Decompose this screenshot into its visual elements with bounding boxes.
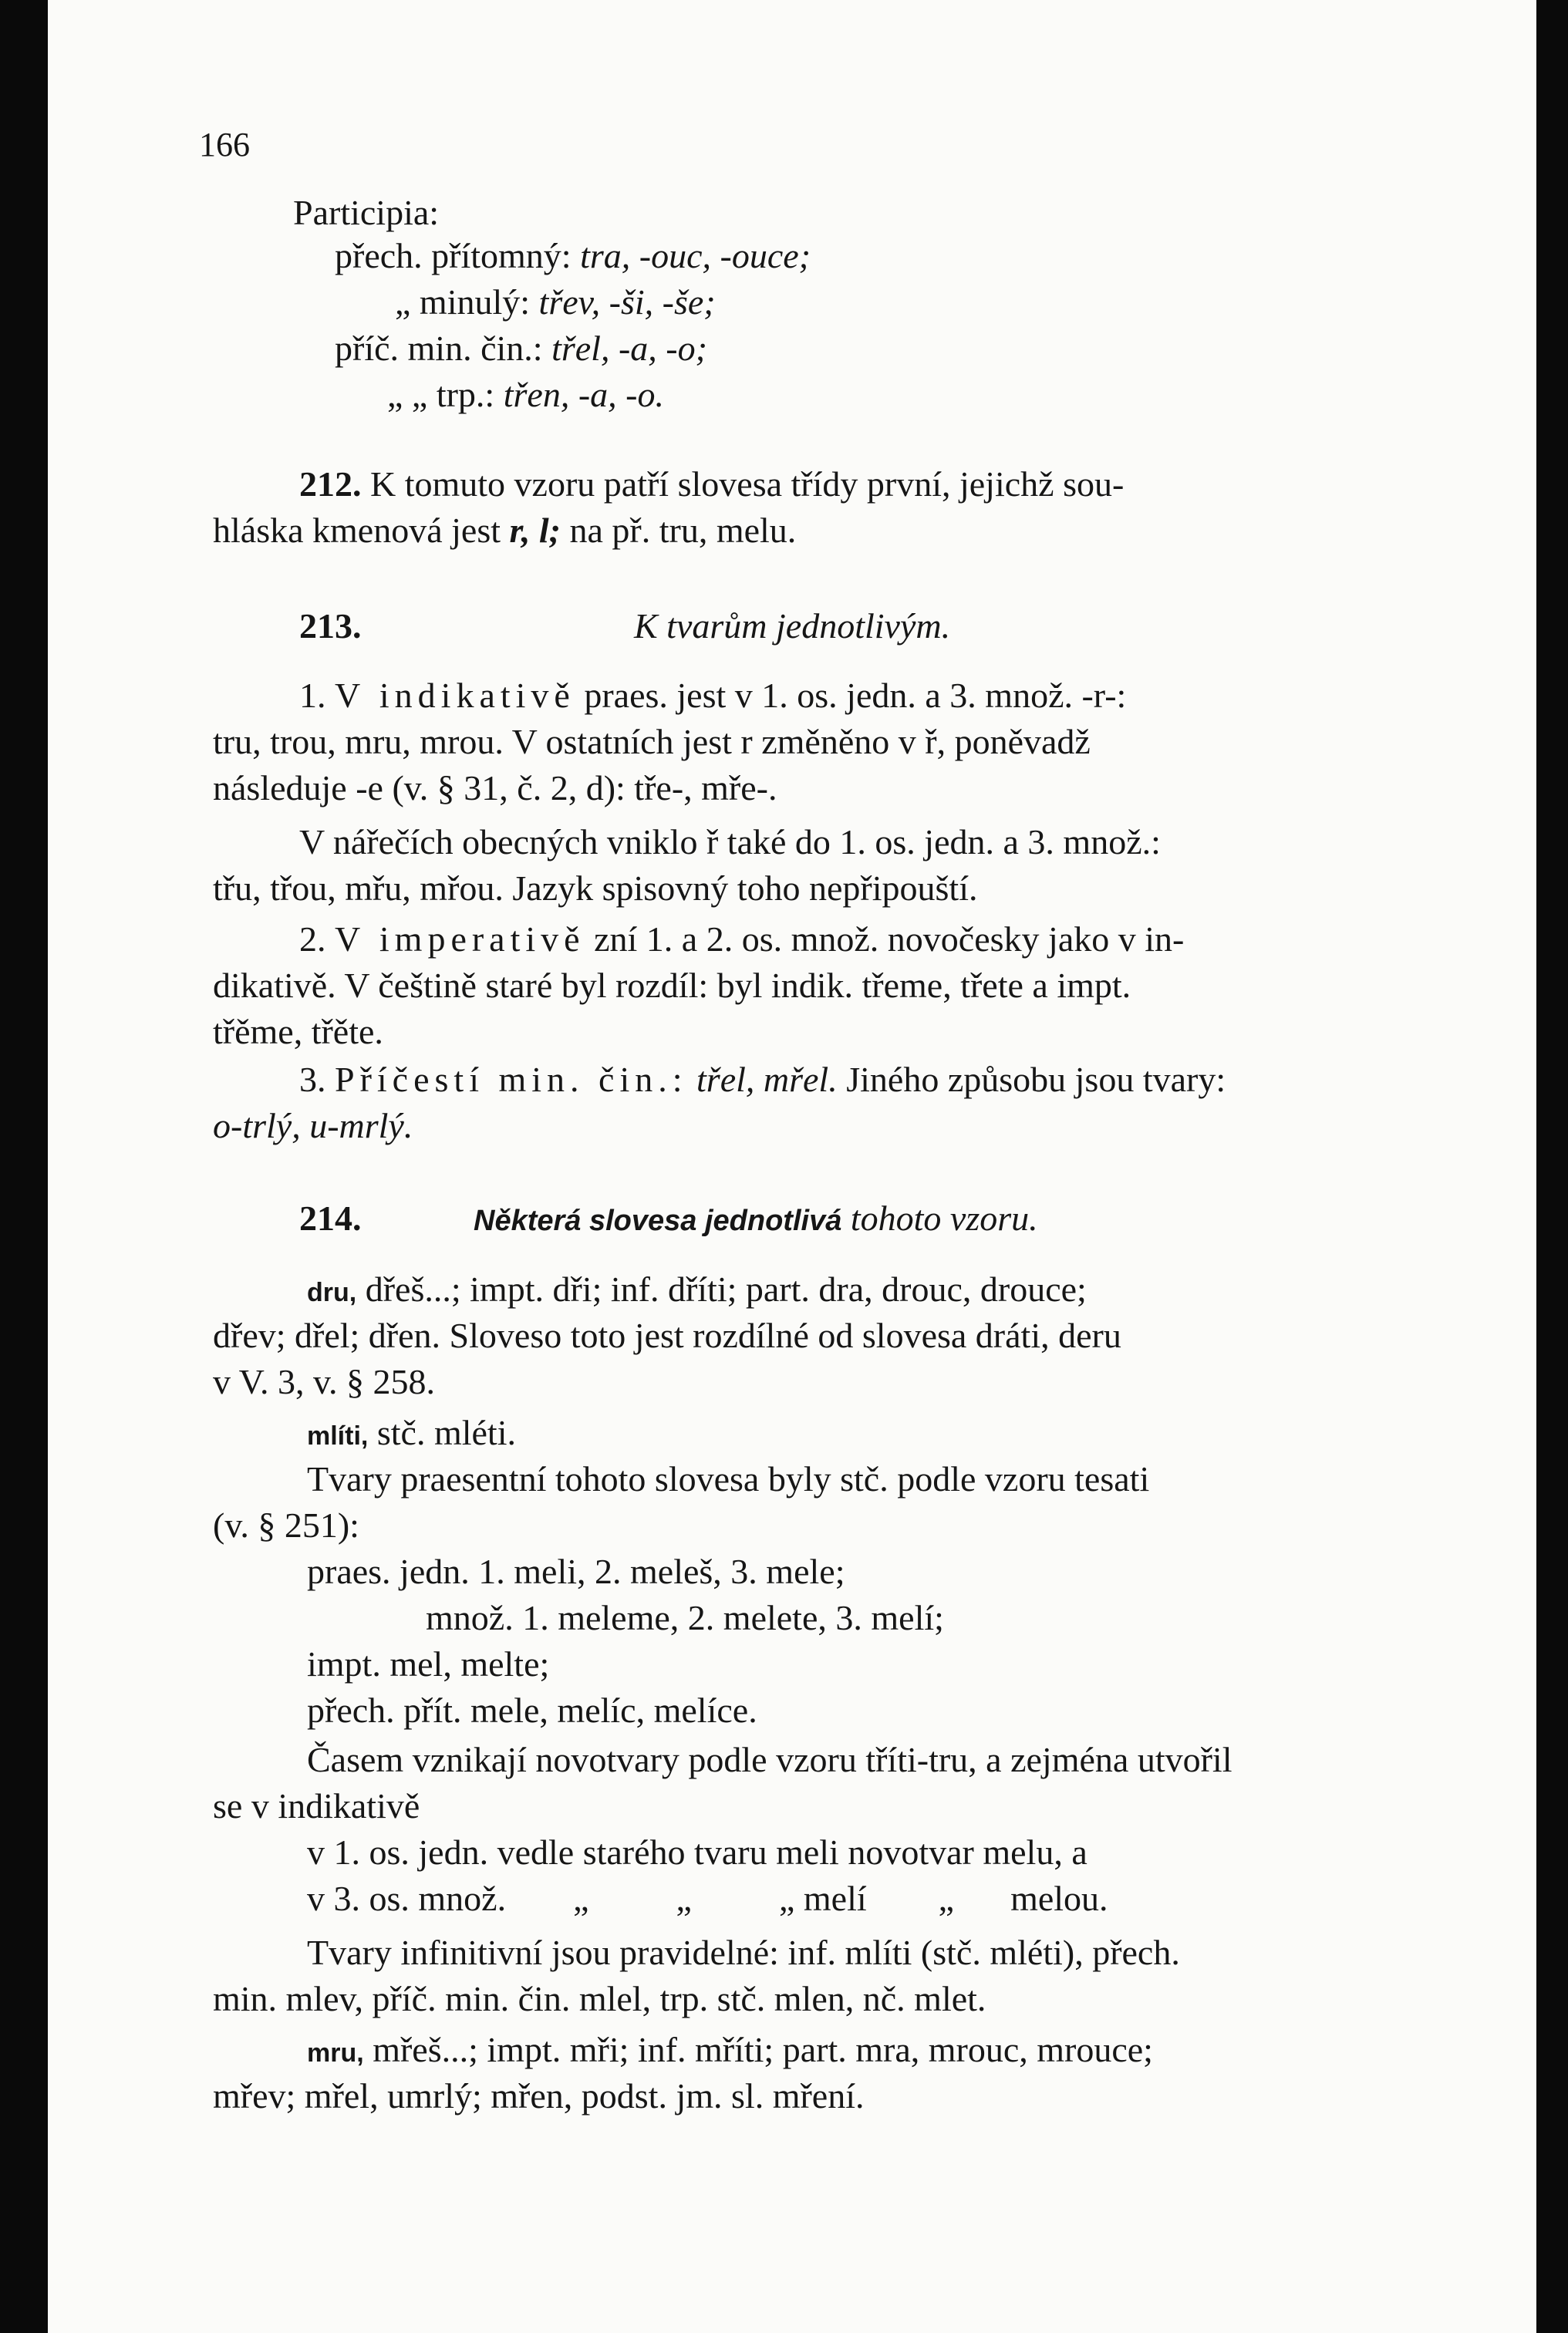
participia-label: příč. min. čin.: — [335, 329, 543, 368]
participia-row-4 — [387, 373, 664, 416]
section-213-heading: K tvarům jednotlivým. — [634, 606, 951, 646]
text: V imperativě — [335, 919, 585, 959]
text: třel, mřel. — [696, 1060, 838, 1099]
s213-p1b-line-1: V nářečích obecných vniklo ř také do 1. os. jedn. a 3. množ.: — [299, 822, 1161, 861]
section-number: 214. — [299, 1199, 362, 1238]
mru-line-2: mřev; mřel, umrlý; mřen, podst. jm. sl. mření. — [213, 2076, 865, 2116]
casem-line-2 — [213, 1785, 420, 1828]
section-213-number — [299, 605, 362, 648]
participia-row-2 — [395, 281, 716, 324]
praes-jedn: praes. jedn. 1. meli, 2. meleš, 3. mele; — [307, 1552, 845, 1591]
headword: dru, — [307, 1278, 357, 1307]
s213-p2-line-2: dikativě. V češtině staré byl rozdíl: byl indik. třeme, třete a impt. — [213, 966, 1131, 1005]
prech-line: přech. přít. mele, melíc, melíce. — [307, 1691, 757, 1730]
text: r, l; — [509, 511, 561, 550]
section-212-line-1 — [299, 463, 1124, 506]
s213-p1-line-1 — [299, 674, 1126, 717]
participia-label: „ minulý: — [395, 282, 531, 322]
text: zní 1. a 2. os. množ. novočesky jako v in- — [594, 919, 1185, 959]
s213-p2-line-1 — [299, 918, 1184, 961]
participia-row-3 — [335, 327, 707, 370]
text: následuje -e — [213, 768, 383, 807]
praes-mnoz: množ. 1. meleme, 2. melete, 3. melí; — [426, 1598, 944, 1637]
inf-line-2: min. mlev, příč. min. čin. mlel, trp. stč. mlen, nč. mlet. — [213, 1979, 986, 2018]
text: mřeš...; impt. mři; inf. mříti; part. mra, mrouc, mrouce; — [373, 2030, 1153, 2069]
page-number: 166 — [199, 126, 250, 164]
novotvar-line-1: v 1. os. jedn. vedle starého tvaru meli novotvar melu, a — [307, 1832, 1087, 1872]
text: V indikativě — [335, 676, 575, 715]
participia-forms: tra, -ouc, -ouce; — [580, 236, 811, 275]
participia-forms: třel, -a, -o; — [551, 329, 707, 368]
text: indikativě — [278, 1786, 420, 1826]
text: praes. jest v 1. os. jedn. a 3. množ. -r-: — [584, 676, 1127, 715]
heading-part: tohoto vzoru. — [850, 1199, 1038, 1238]
s213-p1-line-2: tru, trou, mru, mrou. V ostatních jest r změněno v ř, poněvadž — [213, 722, 1091, 761]
participia-forms: třev, -ši, -še; — [538, 282, 716, 322]
participia-title: Participia: — [293, 193, 440, 232]
casem-line-1: Časem vznikají novotvary podle vzoru tříti-tru, a zejména utvořil — [307, 1740, 1232, 1779]
praes-line-1: Tvary praesentní tohoto slovesa byly stč. podle vzoru tesati — [307, 1459, 1150, 1499]
text: na př. tru, melu. — [569, 511, 797, 550]
text: dřeš...; impt. dři; inf. dříti; part. dra, drouc, drouce; — [365, 1269, 1087, 1309]
s213-p3-line-1 — [299, 1058, 1226, 1101]
participia-row-1 — [335, 234, 811, 278]
text: 1. — [299, 676, 326, 715]
text: K tomuto vzoru patří slovesa třídy první, jejichž sou- — [370, 464, 1125, 504]
ditto-mark: „ — [676, 1879, 692, 1918]
text: melou. — [1010, 1879, 1108, 1918]
s213-p2-line-3: třěme, třěte. — [213, 1012, 383, 1051]
section-214-heading — [474, 1197, 1038, 1242]
praes-line-2: (v. § 251): — [213, 1505, 359, 1545]
section-number: 212. — [299, 464, 362, 504]
text: Příčestí min. čin.: — [335, 1060, 688, 1099]
s213-p1b-line-2: třu, třou, mřu, mřou. Jazyk spisovný toho nepřipouští. — [213, 868, 978, 908]
section-212-line-2 — [213, 509, 796, 552]
dru-line-3: v V. 3, v. § 258. — [213, 1362, 435, 1401]
participia-label: přech. přítomný: — [335, 236, 572, 275]
text: melí — [803, 1879, 867, 1918]
text: 3. — [299, 1060, 326, 1099]
text: (v. § 31, č. 2, d): tře-, mře-. — [392, 768, 777, 807]
participia-label: „ „ trp.: — [387, 375, 495, 414]
heading-part: Některá slovesa jednotlivá — [474, 1205, 842, 1237]
ditto-mark: „ — [573, 1879, 589, 1918]
section-number: 213. — [299, 606, 362, 646]
inf-line-1: Tvary infinitivní jsou pravidelné: inf. mlíti (stč. mléti), přech. — [307, 1933, 1180, 1972]
headword: mru, — [307, 2038, 364, 2068]
text: hláska kmenová jest — [213, 511, 501, 550]
ditto-mark: „ — [938, 1879, 955, 1918]
dru-line-2: dřev; dřel; dřen. Sloveso toto jest rozdílné od slovesa dráti, deru — [213, 1316, 1121, 1355]
mliti-line — [307, 1411, 516, 1458]
novotvar-line-2 — [307, 1877, 1108, 1920]
s213-p1-line-3 — [213, 767, 777, 810]
text: se v — [213, 1786, 269, 1826]
dru-line-1 — [307, 1268, 1087, 1314]
book-page — [48, 0, 1536, 2333]
text: Jiného způsobu jsou tvary: — [846, 1060, 1226, 1099]
text: v 3. os. množ. — [307, 1879, 507, 1918]
mru-line-1 — [307, 2028, 1153, 2075]
impt-line: impt. mel, melte; — [307, 1644, 550, 1684]
s213-p3-line-2: o-trlý, u-mrlý. — [213, 1106, 413, 1145]
ditto-mark: „ — [778, 1879, 795, 1918]
text: stč. mléti. — [376, 1413, 516, 1452]
text: 2. — [299, 919, 326, 959]
participia-forms: třen, -a, -o. — [503, 375, 664, 414]
headword: mlíti, — [307, 1421, 369, 1451]
section-214-number — [299, 1197, 362, 1240]
